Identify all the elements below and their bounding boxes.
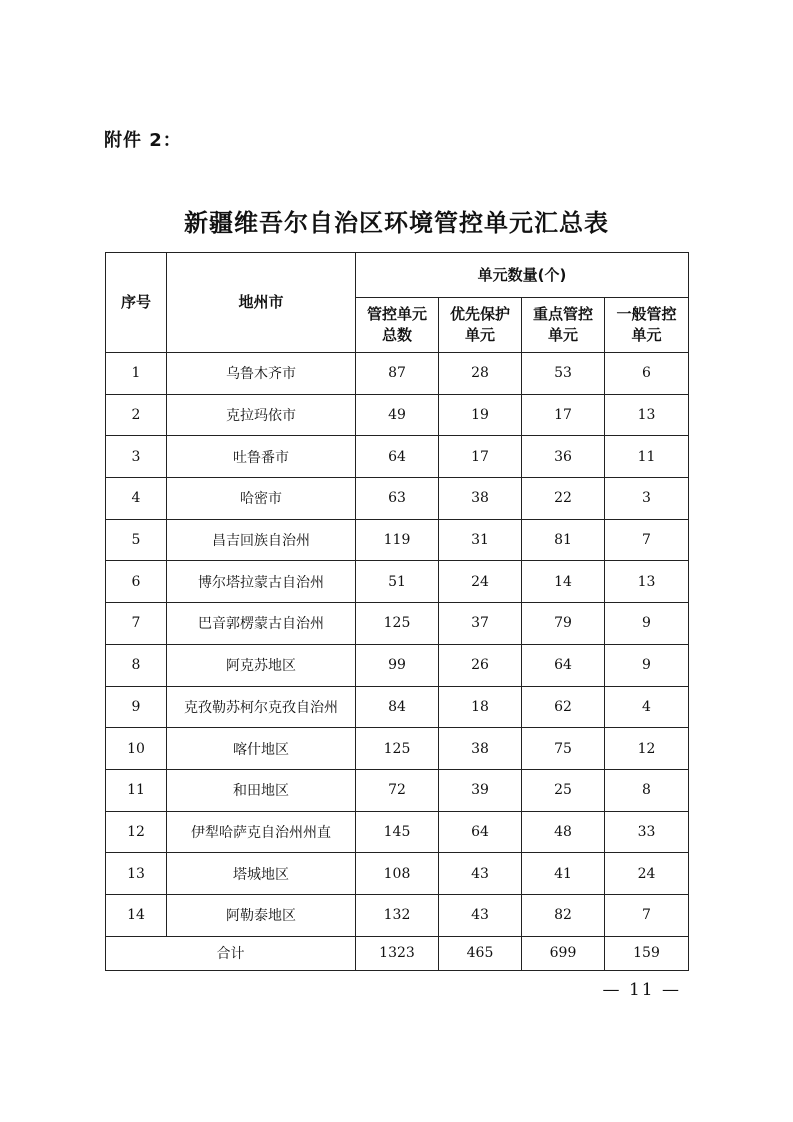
cell-general: 7 — [605, 894, 689, 936]
cell-key: 75 — [522, 728, 605, 770]
cell-general: 3 — [605, 478, 689, 520]
cell-key: 22 — [522, 478, 605, 520]
table-row — [106, 603, 689, 645]
cell-region: 吐鲁番市 — [167, 436, 356, 478]
header-key-line2: 单元 — [547, 326, 578, 344]
cell-general: 12 — [605, 728, 689, 770]
cell-general: 4 — [605, 686, 689, 728]
table-row — [106, 811, 689, 853]
cell-region: 乌鲁木齐市 — [167, 353, 356, 395]
cell-priority: 24 — [439, 561, 522, 603]
cell-seq: 4 — [106, 478, 167, 520]
cell-priority: 26 — [439, 644, 522, 686]
header-priority-line2: 单元 — [464, 326, 495, 344]
cell-general: 7 — [605, 519, 689, 561]
cell-seq: 11 — [106, 769, 167, 811]
cell-key: 14 — [522, 561, 605, 603]
cell-region: 和田地区 — [167, 769, 356, 811]
cell-priority: 39 — [439, 769, 522, 811]
cell-key: 81 — [522, 519, 605, 561]
cell-key: 17 — [522, 394, 605, 436]
cell-region: 昌吉回族自治州 — [167, 519, 356, 561]
cell-total: 84 — [356, 686, 439, 728]
cell-total: 125 — [356, 728, 439, 770]
cell-key: 36 — [522, 436, 605, 478]
cell-region: 克拉玛依市 — [167, 394, 356, 436]
cell-general: 6 — [605, 353, 689, 395]
table-row — [106, 853, 689, 895]
cell-seq: 12 — [106, 811, 167, 853]
cell-seq: 8 — [106, 644, 167, 686]
cell-priority: 37 — [439, 603, 522, 645]
table-row — [106, 394, 689, 436]
cell-key: 25 — [522, 769, 605, 811]
cell-priority: 43 — [439, 894, 522, 936]
cell-general: 33 — [605, 811, 689, 853]
header-general-units — [605, 298, 689, 353]
cell-seq: 10 — [106, 728, 167, 770]
page-number: — 11 — — [602, 980, 681, 1000]
table-header-row — [106, 253, 689, 298]
table-row — [106, 686, 689, 728]
cell-region: 哈密市 — [167, 478, 356, 520]
table-row — [106, 561, 689, 603]
cell-general: 11 — [605, 436, 689, 478]
cell-priority: 38 — [439, 728, 522, 770]
cell-total: 145 — [356, 811, 439, 853]
cell-seq: 9 — [106, 686, 167, 728]
table-row — [106, 436, 689, 478]
cell-general: 13 — [605, 394, 689, 436]
header-seq: 序号 — [106, 253, 167, 353]
cell-priority: 38 — [439, 478, 522, 520]
cell-seq: 2 — [106, 394, 167, 436]
cell-key: 64 — [522, 644, 605, 686]
table-total-row — [106, 936, 689, 970]
cell-region: 博尔塔拉蒙古自治州 — [167, 561, 356, 603]
table-row — [106, 353, 689, 395]
cell-region: 阿勒泰地区 — [167, 894, 356, 936]
header-unit-count-group: 单元数量(个) — [356, 253, 689, 298]
cell-general: 9 — [605, 603, 689, 645]
cell-total: 87 — [356, 353, 439, 395]
cell-priority: 18 — [439, 686, 522, 728]
header-key-units — [522, 298, 605, 353]
cell-seq: 7 — [106, 603, 167, 645]
cell-total: 64 — [356, 436, 439, 478]
cell-total: 119 — [356, 519, 439, 561]
cell-seq: 14 — [106, 894, 167, 936]
cell-seq: 5 — [106, 519, 167, 561]
header-general-line2: 单元 — [631, 326, 662, 344]
cell-total: 99 — [356, 644, 439, 686]
cell-total-label: 合计 — [106, 936, 356, 970]
table-row — [106, 519, 689, 561]
cell-priority: 64 — [439, 811, 522, 853]
cell-region: 阿克苏地区 — [167, 644, 356, 686]
cell-seq: 1 — [106, 353, 167, 395]
cell-priority: 17 — [439, 436, 522, 478]
table-row — [106, 894, 689, 936]
cell-key: 48 — [522, 811, 605, 853]
cell-general: 9 — [605, 644, 689, 686]
cell-general: 8 — [605, 769, 689, 811]
cell-region: 伊犁哈萨克自治州州直 — [167, 811, 356, 853]
cell-total: 108 — [356, 853, 439, 895]
table-row — [106, 728, 689, 770]
header-key-line1: 重点管控 — [532, 305, 593, 323]
table-row — [106, 644, 689, 686]
attachment-label: 附件 2： — [104, 130, 182, 151]
page-title: 新疆维吾尔自治区环境管控单元汇总表 — [184, 208, 609, 237]
cell-key: 82 — [522, 894, 605, 936]
summary-table — [105, 252, 689, 971]
table-row — [106, 769, 689, 811]
cell-seq: 13 — [106, 853, 167, 895]
cell-total: 51 — [356, 561, 439, 603]
table-row — [106, 478, 689, 520]
cell-key: 79 — [522, 603, 605, 645]
header-total-units-line1: 管控单元 — [366, 305, 427, 323]
cell-total: 125 — [356, 603, 439, 645]
cell-priority: 31 — [439, 519, 522, 561]
cell-key: 41 — [522, 853, 605, 895]
header-general-line1: 一般管控 — [616, 305, 677, 323]
cell-key-sum: 699 — [522, 936, 605, 970]
cell-seq: 3 — [106, 436, 167, 478]
header-region: 地州市 — [167, 253, 356, 353]
cell-region: 塔城地区 — [167, 853, 356, 895]
cell-total-sum: 1323 — [356, 936, 439, 970]
header-total-units-line2: 总数 — [381, 326, 412, 344]
cell-seq: 6 — [106, 561, 167, 603]
cell-region: 喀什地区 — [167, 728, 356, 770]
cell-total: 63 — [356, 478, 439, 520]
cell-key: 62 — [522, 686, 605, 728]
header-total-units — [356, 298, 439, 353]
cell-total: 132 — [356, 894, 439, 936]
cell-priority: 19 — [439, 394, 522, 436]
cell-region: 克孜勒苏柯尔克孜自治州 — [167, 686, 356, 728]
cell-total: 49 — [356, 394, 439, 436]
cell-priority-sum: 465 — [439, 936, 522, 970]
cell-priority: 43 — [439, 853, 522, 895]
cell-priority: 28 — [439, 353, 522, 395]
cell-general: 24 — [605, 853, 689, 895]
cell-general: 13 — [605, 561, 689, 603]
cell-total: 72 — [356, 769, 439, 811]
header-priority-units — [439, 298, 522, 353]
cell-key: 53 — [522, 353, 605, 395]
cell-region: 巴音郭楞蒙古自治州 — [167, 603, 356, 645]
header-priority-line1: 优先保护 — [449, 305, 510, 323]
cell-general-sum: 159 — [605, 936, 689, 970]
